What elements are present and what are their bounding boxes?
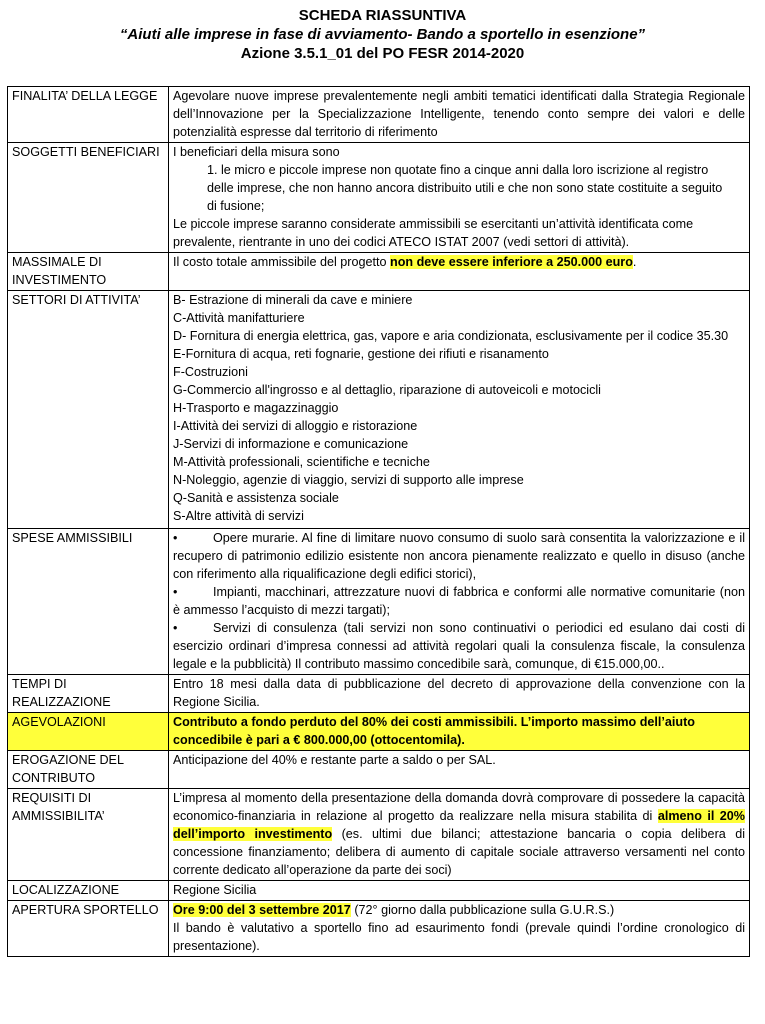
settore-item: Q-Sanità e assistenza sociale (173, 491, 339, 505)
settore-item: G-Commercio all'ingrosso e al dettaglio, riparazione di autoveicoli e motocicli (173, 383, 601, 397)
requisiti-text: L’impresa al momento della presentazione della domanda dovrà comprovare di possedere la capacità economico-finanziaria in relazione al progetto da realizzare nella misura stabilita di (173, 791, 745, 823)
requisiti-end: (es. ultimi due bilanci; attestazione bancaria o copia delibera di concessione finanziamento; delibera di aumento di capitale sociale attraverso versamenti nel conto corrente dedicato all’operazione da parte dei soci) (173, 827, 745, 877)
row-settori (8, 291, 750, 529)
summary-table (7, 86, 750, 957)
settore-item: C-Attività manifatturiere (173, 311, 305, 325)
header-action: Azione 3.5.1_01 del PO FESR 2014-2020 (240, 45, 525, 62)
settore-item: N-Noleggio, agenzie di viaggio, servizi di supporto alle imprese (173, 473, 524, 487)
requisiti-highlight: almeno il 20% dell’importo investimento (173, 809, 745, 841)
settore-item: J-Servizi di informazione e comunicazione (173, 437, 409, 451)
spesa-item (173, 529, 745, 583)
spesa-item (173, 619, 745, 673)
document-header (0, 6, 765, 63)
row-label: SPESE AMMISSIBILI (8, 529, 169, 675)
bullet-icon: • (173, 621, 178, 635)
apertura-highlight: Ore 9:00 del 3 settembre 2017 (173, 903, 351, 917)
massimale-highlight: non deve essere inferiore a 250.000 euro (390, 255, 633, 269)
row-value (169, 789, 750, 881)
spesa-item (173, 583, 745, 619)
row-label: SETTORI DI ATTIVITA’ (8, 291, 169, 529)
row-erogazione (8, 751, 750, 789)
spesa-text: Impianti, macchinari, attrezzature nuovi di fabbrica e conformi alle normative comunitarie (non è ammesso l’acquisto di mezzi targati); (173, 585, 745, 617)
soggetti-item: 1. le micro e piccole imprese non quotate fino a cinque anni dalla loro iscrizione al registro delle imprese, che non hanno ancora distribuito utili e che non sono state costituite a seguito di fusione; (207, 163, 723, 213)
spesa-text: Servizi di consulenza (tali servizi non sono continuativi o periodici ed esulano dai costi di esercizio ordinari d’impresa connessi ad attività regolari quali la consulenza fiscale, la consulenza legale e la pubblicità) Il contributo massimo concedibile sarà, comunque, di €15.000,00.. (173, 621, 745, 671)
massimale-text: Il costo totale ammissibile del progetto (173, 255, 390, 269)
row-apertura (8, 901, 750, 957)
row-requisiti (8, 789, 750, 881)
bullet-icon: • (173, 531, 178, 545)
header-subtitle: “Aiuti alle imprese in fase di avviamento- Bando a sportello in esenzione” (119, 26, 646, 43)
row-value: Agevolare nuove imprese prevalentemente negli ambiti tematici identificati dalla Strategia Regionale dell’Innovazione per la Specializzazione Intelligente, tenendo conto sempre dei valori e delle potenzialità espresse dal territorio di riferimento (169, 87, 750, 143)
row-finalita (8, 87, 750, 143)
apertura-text: Il bando è valutativo a sportello fino ad esaurimento fondi (prevale quindi l’ordine cronologico di presentazione). (173, 921, 745, 953)
row-value (169, 291, 750, 529)
row-massimale (8, 253, 750, 291)
row-label: AGEVOLAZIONI (8, 713, 169, 751)
row-value: Regione Sicilia (169, 881, 750, 901)
settore-item: I-Attività dei servizi di alloggio e ristorazione (173, 419, 418, 433)
row-value: Entro 18 mesi dalla data di pubblicazione del decreto di approvazione della convenzione con la Regione Sicilia. (169, 675, 750, 713)
settore-item: F-Costruzioni (173, 365, 248, 379)
apertura-line (173, 901, 745, 919)
row-spese (8, 529, 750, 675)
row-value (169, 901, 750, 957)
bullet-icon: • (173, 585, 178, 599)
apertura-note: (72° giorno dalla pubblicazione sulla G.U.R.S.) (350, 903, 615, 917)
spesa-text: Opere murarie. Al fine di limitare nuovo consumo di suolo sarà consentita la valorizzazione e il recupero di patrimonio edilizio esistente non ancora pienamente realizzato e quello in disuso (anche con riferimento alla riqualificazione degli edifici storici), (173, 531, 745, 581)
massimale-end: . (632, 255, 637, 269)
row-tempi (8, 675, 750, 713)
row-label: SOGGETTI BENEFICIARI (8, 143, 169, 253)
row-value (169, 143, 750, 253)
row-value (169, 529, 750, 675)
row-label: REQUISITI DI AMMISSIBILITA’ (8, 789, 169, 881)
settore-item: D- Fornitura di energia elettrica, gas, vapore e aria condizionata, esclusivamente per il codice 35.30 (173, 329, 729, 343)
soggetti-note: Le piccole imprese saranno considerate ammissibili se esercitanti un’attività identificata come prevalente, rientrante in uno dei codici ATECO ISTAT 2007 (vedi settori di attività). (173, 217, 694, 249)
row-value: Contributo a fondo perduto del 80% dei costi ammissibili. L’importo massimo dell’aiuto concedibile è pari a € 800.000,00 (ottocentomila). (169, 713, 750, 751)
settore-item: E-Fornitura di acqua, reti fognarie, gestione dei rifiuti e risanamento (173, 347, 549, 361)
soggetti-intro: I beneficiari della misura sono (173, 145, 340, 159)
row-soggetti (8, 143, 750, 253)
row-label: TEMPI DI REALIZZAZIONE (8, 675, 169, 713)
row-agevolazioni (8, 713, 750, 751)
settore-item: B- Estrazione di minerali da cave e miniere (173, 293, 413, 307)
row-value (169, 253, 750, 291)
row-label: FINALITA’ DELLA LEGGE (8, 87, 169, 143)
row-label: APERTURA SPORTELLO (8, 901, 169, 957)
row-label: MASSIMALE DI INVESTIMENTO (8, 253, 169, 291)
row-value: Anticipazione del 40% e restante parte a saldo o per SAL. (169, 751, 750, 789)
settore-item: H-Trasporto e magazzinaggio (173, 401, 339, 415)
row-label: LOCALIZZAZIONE (8, 881, 169, 901)
row-localizzazione (8, 881, 750, 901)
settore-item: S-Altre attività di servizi (173, 509, 304, 523)
header-title: SCHEDA RIASSUNTIVA (298, 7, 467, 24)
row-label: EROGAZIONE DEL CONTRIBUTO (8, 751, 169, 789)
settore-item: M-Attività professionali, scientifiche e tecniche (173, 455, 430, 469)
